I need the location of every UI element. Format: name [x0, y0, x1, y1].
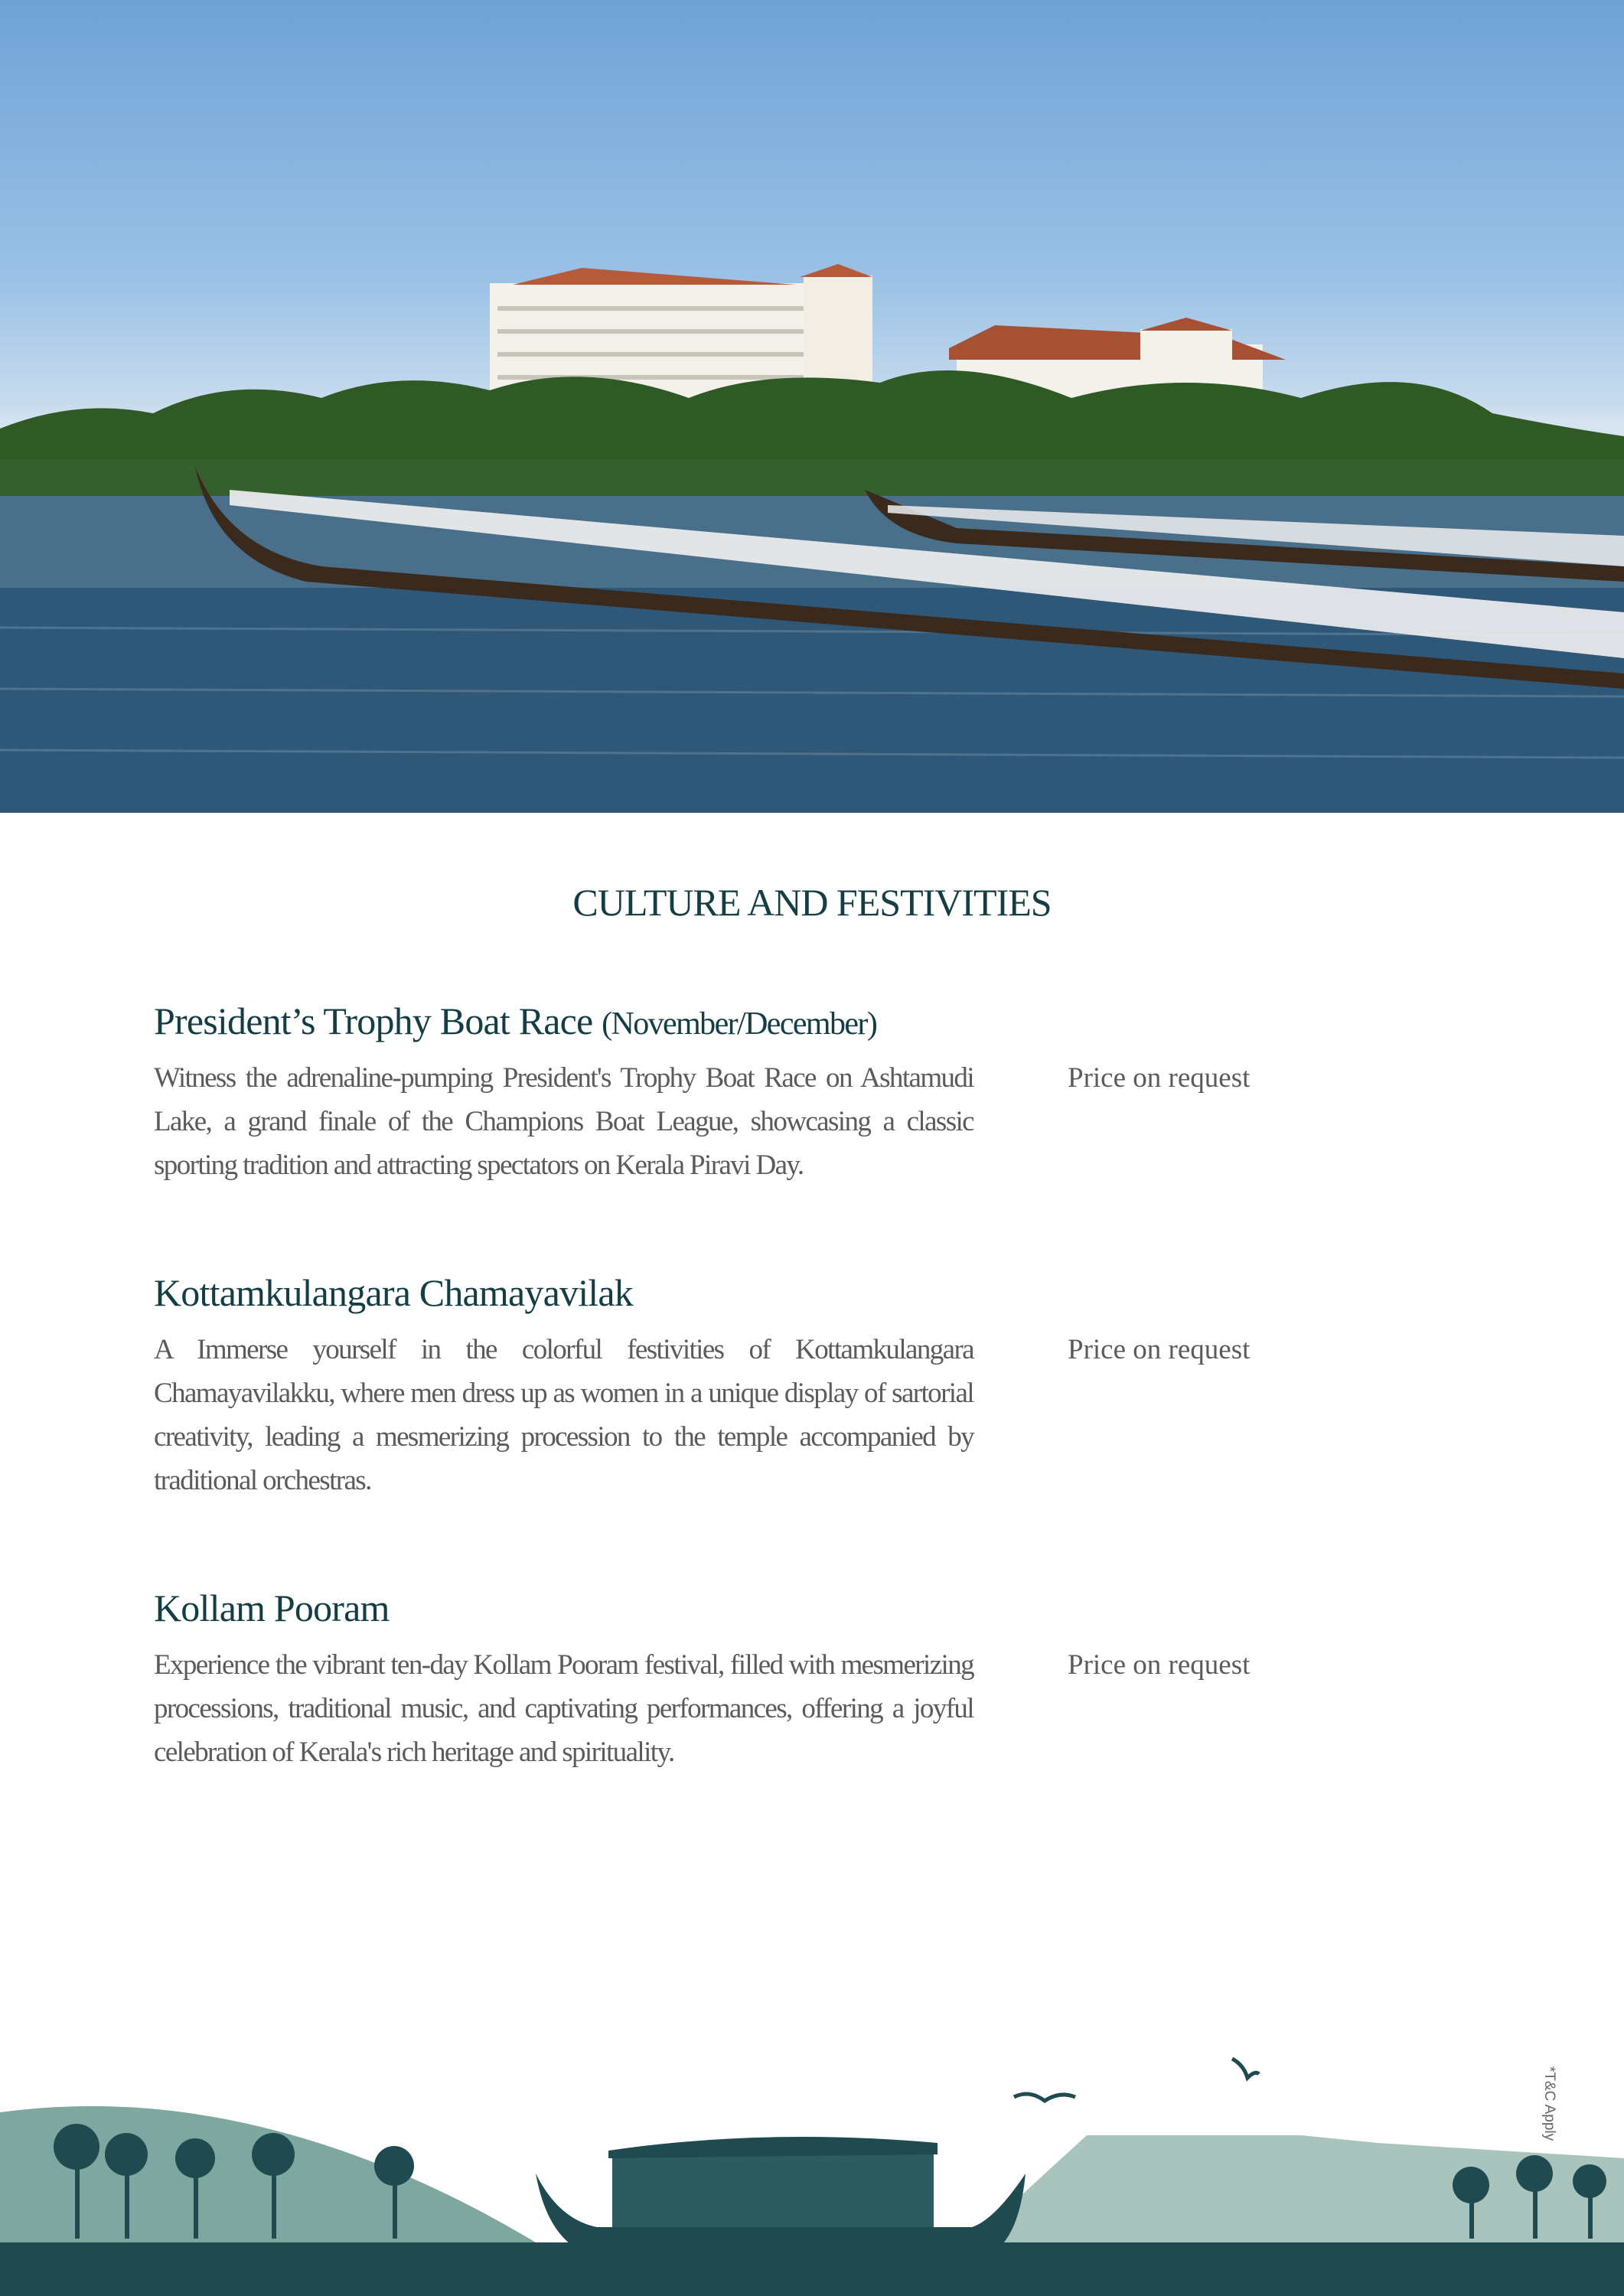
footer-illustration: [0, 2020, 1624, 2296]
event-subtitle: (November/December): [602, 1006, 877, 1042]
event-price: Price on request: [1068, 1649, 1251, 1681]
event-description: Experience the vibrant ten-day Kollam Pooram festival, filled with mesmerizing processions, traditional music, and captivating performances, offering a joyful celebration of Kerala's rich heritage and spirituality.: [154, 1649, 973, 1768]
event-description: Witness the adrenaline-pumping President's Trophy Boat Race on Ashtamudi Lake, a grand finale of the Champions Boat League, showcasing a classic sporting tradition and attracting spectators on Kerala Piravi Day.: [154, 1062, 973, 1181]
event-kottamkulangara: [154, 1270, 1470, 1496]
house-boat-icon: [536, 2137, 1026, 2258]
event-title: Kottamkulangara Chamayavilak: [154, 1271, 633, 1314]
event-kollam-pooram: [154, 1586, 1470, 1768]
event-title: President’s Trophy Boat Race (November/December): [154, 1000, 877, 1042]
bird-icons: [1014, 2059, 1259, 2101]
event-description: A Immerse yourself in the colorful festivities of Kottamkulangara Chamayavilakku, where men dress up as women in a unique display of sartorial creativity, leading a mesmerizing procession to the temple accompanied by traditional orchestras.: [154, 1334, 973, 1496]
event-title: Kollam Pooram: [154, 1587, 390, 1629]
event-price: Price on request: [1068, 1062, 1251, 1094]
event-price: Price on request: [1068, 1334, 1251, 1365]
section-title: CULTURE AND FESTIVITIES: [572, 881, 1052, 924]
event-presidents-trophy: [154, 999, 1470, 1181]
hero-photo-boat-race: [0, 0, 1624, 813]
terms-footnote: *T&C Apply: [1541, 2066, 1557, 2141]
